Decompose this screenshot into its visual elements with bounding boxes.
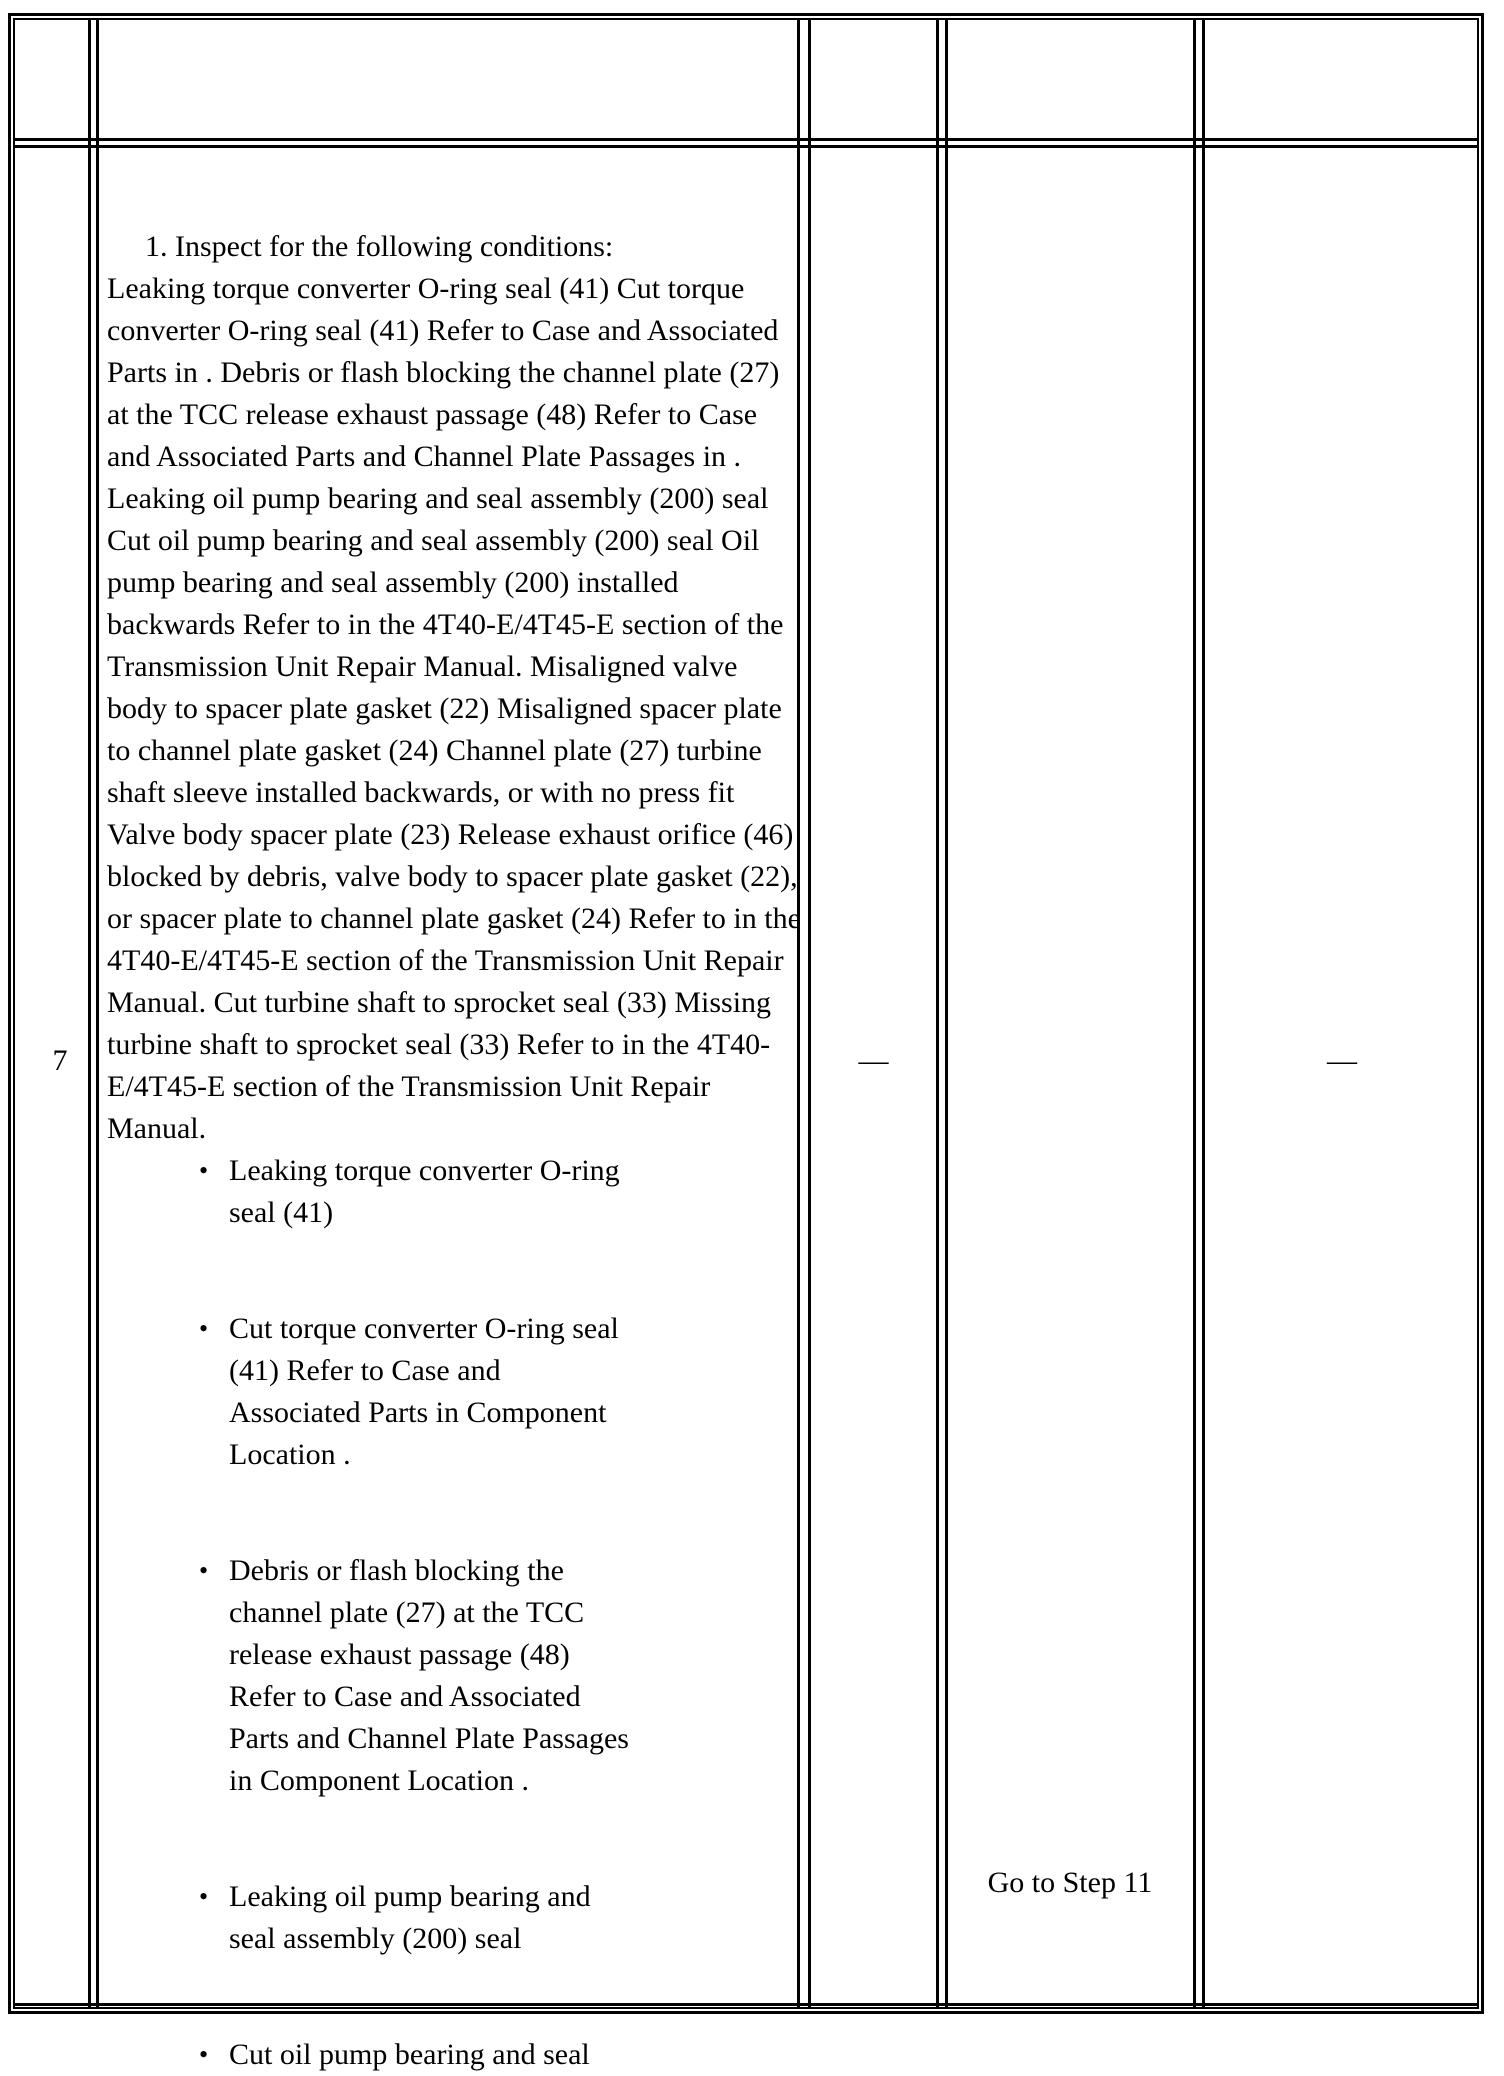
column-divider	[1202, 18, 1205, 2009]
bullet-icon: •	[199, 1314, 209, 1343]
list-item: • Leaking torque converter O-ring seal (41)	[107, 1150, 629, 1234]
yes-action: Go to Step 11	[987, 1866, 1153, 1899]
column-divider	[808, 18, 811, 2009]
bullet-icon: •	[199, 2040, 209, 2069]
action-paragraph: Leaking torque converter O-ring seal (41) Cut torque converter O-ring seal (41) Refer to Case and Associated Parts in . Debris or flash blocking the channel plate (27) at the TCC release exhaust passage (48) Refer to Case and Associated Parts and Channel Plate Passages in . Leaking oil pump bearing and seal assembly (200) seal Cut oil pump bearing and seal assembly (200) seal Oil pump bearing and seal assembly (200) installed backwards Refer to in the 4T40-E/4T45-E section of the Transmission Unit Repair Manual. Misaligned valve body to spacer plate gasket (22) Misaligned spacer plate to channel plate gasket (24) Channel plate (27) turbine shaft sleeve installed backwards, or with no press fit Valve body spacer plate (23) Release exhaust orifice (46) blocked by debris, valve body to spacer plate gasket (22), or spacer plate to channel plate gasket (24) Refer to in the 4T40-E/4T45-E section of the Transmission Unit Repair Manual. Cut turbine shaft to sprocket seal (33) Missing turbine shaft to sprocket seal (33) Refer to in the 4T40-E/4T45-E section of the Transmission Unit Repair Manual.	[107, 272, 801, 1145]
list-item: • Cut torque converter O-ring seal (41) Refer to Case and Associated Parts in Component Location .	[107, 1308, 629, 1476]
bullet-icon: •	[199, 1882, 209, 1911]
header-row-divider	[13, 145, 1479, 148]
action-cell	[107, 226, 801, 2076]
column-divider	[1193, 18, 1196, 2009]
action-intro: 1. Inspect for the following conditions:	[145, 230, 614, 263]
header-row-divider	[13, 138, 1479, 141]
condition-list	[107, 1150, 801, 2076]
bullet-icon: •	[199, 1556, 209, 1585]
bullet-icon: •	[199, 1156, 209, 1185]
no-cell: —	[1327, 1044, 1357, 1077]
list-item: • Cut oil pump bearing and seal	[107, 2034, 629, 2076]
list-item: • Leaking oil pump bearing and seal assembly (200) seal	[107, 1876, 629, 1960]
value-cell: —	[858, 1044, 889, 1077]
column-divider	[936, 18, 939, 2009]
list-item: • Debris or flash blocking the channel plate (27) at the TCC release exhaust passage (48) Refer to Case and Associated Parts and Channel Plate Passages in Component Location .	[107, 1550, 629, 1802]
column-divider	[945, 18, 948, 2009]
step-number: 7	[52, 1044, 68, 1077]
column-divider	[96, 18, 99, 2009]
column-divider	[88, 18, 91, 2009]
